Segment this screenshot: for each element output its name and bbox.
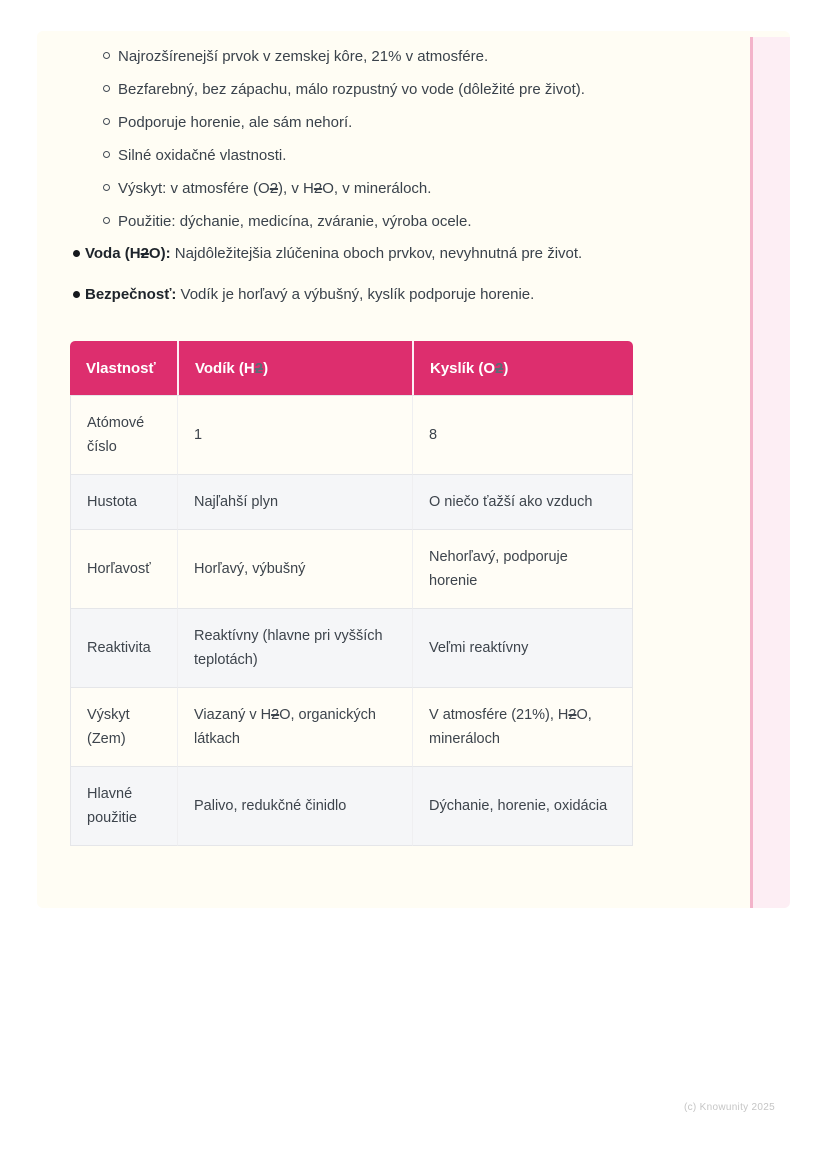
text-segment: Vodík je horľavý a výbušný, kyslík podporuje horenie.: [176, 286, 535, 303]
table-row: [70, 474, 633, 529]
text-segment: V atmosfére (21%), H: [429, 707, 569, 723]
text-segment: Nehorľavý, podporuje horenie: [429, 549, 568, 589]
text-segment: Hustota: [87, 494, 137, 510]
text-segment: Palivo, redukčné činidlo: [194, 798, 347, 814]
text-segment: Voda (H: [85, 245, 141, 262]
text-segment: Bezpečnosť:: [85, 286, 177, 303]
text-segment: Bezfarebný, bez zápachu, málo rozpustný vo vode (dôležité pre život).: [118, 81, 585, 98]
sub-bullet-item: [103, 79, 730, 100]
table-cell: [412, 474, 633, 529]
text-segment: 8: [429, 427, 438, 443]
table-header-row: [70, 341, 633, 395]
table-cell: [412, 529, 633, 608]
text-segment: O):: [148, 245, 171, 262]
sub-bullet-item: [103, 178, 730, 199]
table-row: [70, 766, 633, 846]
row-label-cell: [70, 395, 177, 474]
table-cell: [177, 608, 412, 687]
sub-bullet-item: [103, 211, 730, 232]
main-bullet-list: [73, 243, 730, 325]
text-segment: 1: [194, 427, 203, 443]
bullet-text: [118, 46, 488, 67]
row-label-cell: [70, 687, 177, 766]
bullet-text: [118, 79, 585, 100]
circle-bullet-icon: [103, 151, 110, 158]
circle-bullet-icon: [103, 52, 110, 59]
table-cell: [177, 395, 412, 474]
properties-comparison-table: [70, 341, 633, 846]
text-segment: Najľahší plyn: [194, 494, 279, 510]
table-row: [70, 608, 633, 687]
table-cell: [177, 687, 412, 766]
text-segment: O niečo ťažší ako vzduch: [429, 494, 593, 510]
text-segment: O, v mineráloch.: [322, 180, 432, 197]
text-segment: Atómové číslo: [87, 415, 145, 455]
struck-subscript-text: 2: [495, 359, 504, 377]
bullet-text: [118, 211, 472, 232]
table-cell: [412, 608, 633, 687]
struck-subscript-text: 2: [568, 707, 577, 723]
table-header-cell: [70, 341, 177, 395]
text-segment: O, organických látkach: [194, 707, 376, 747]
table-row: [70, 395, 633, 474]
text-segment: Najdôležitejšia zlúčenina oboch prvkov, nevyhnutná pre život.: [170, 245, 583, 262]
struck-subscript-text: 2: [313, 180, 323, 197]
text-segment: Kyslík (O: [430, 359, 496, 377]
row-label-cell: [70, 529, 177, 608]
circle-bullet-icon: [103, 217, 110, 224]
main-bullet-item: [73, 284, 730, 305]
table-cell: [412, 766, 633, 846]
disc-bullet-icon: [73, 291, 80, 298]
main-bullet-item: [73, 243, 730, 264]
table-header-cell: [177, 341, 412, 395]
text-segment: Horľavosť: [87, 561, 151, 577]
sub-bullet-item: [103, 145, 730, 166]
struck-subscript-text: 2: [269, 180, 279, 197]
bullet-text: [118, 178, 431, 199]
text-segment: Silné oxidačné vlastnosti.: [118, 147, 287, 164]
text-segment: Reaktivita: [87, 640, 151, 656]
text-segment: Vodík (H: [195, 359, 255, 377]
circle-bullet-icon: [103, 118, 110, 125]
text-segment: Vlastnosť: [86, 359, 156, 377]
text-segment: Reaktívny (hlavne pri vyšších teplotách): [194, 628, 383, 668]
circle-bullet-icon: [103, 85, 110, 92]
text-segment: Výskyt (Zem): [87, 707, 130, 747]
table-cell: [177, 474, 412, 529]
table-cell: [177, 529, 412, 608]
pink-margin-stripe: [750, 37, 790, 908]
table-cell: [412, 395, 633, 474]
row-label-cell: [70, 474, 177, 529]
text-segment: Dýchanie, horenie, oxidácia: [429, 798, 608, 814]
text-segment: ), v H: [278, 180, 314, 197]
bullet-text: [118, 112, 352, 133]
struck-subscript-text: 2: [254, 359, 264, 377]
text-segment: Najrozšírenejší prvok v zemskej kôre, 21% v atmosfére.: [118, 48, 489, 65]
table-row: [70, 687, 633, 766]
struck-subscript-text: 2: [140, 245, 149, 262]
text-segment: Viazaný v H: [194, 707, 272, 723]
sub-bullet-item: [103, 46, 730, 67]
sub-bullet-item: [103, 112, 730, 133]
text-segment: O, mineráloch: [429, 707, 592, 747]
table-header-cell: [412, 341, 633, 395]
row-label-cell: [70, 766, 177, 846]
sub-bullet-list: [103, 46, 730, 244]
bullet-text: [118, 145, 286, 166]
disc-bullet-icon: [73, 250, 80, 257]
text-segment: ): [503, 359, 509, 377]
text-segment: Použitie: dýchanie, medicína, zváranie, výroba ocele.: [118, 213, 472, 230]
text-segment: ): [263, 359, 269, 377]
table-row: [70, 529, 633, 608]
text-segment: Podporuje horenie, ale sám nehorí.: [118, 114, 353, 131]
text-segment: Hlavné použitie: [87, 786, 137, 826]
note-page-card: [37, 31, 790, 908]
circle-bullet-icon: [103, 184, 110, 191]
text-segment: Veľmi reaktívny: [429, 640, 529, 656]
table-cell: [177, 766, 412, 846]
table-cell: [412, 687, 633, 766]
copyright-footer: (c) Knowunity 2025: [683, 1102, 775, 1113]
struck-subscript-text: 2: [271, 707, 280, 723]
bullet-text: [85, 243, 582, 264]
row-label-cell: [70, 608, 177, 687]
text-segment: Výskyt: v atmosfére (O: [118, 180, 270, 197]
text-segment: Horľavý, výbušný: [194, 561, 306, 577]
bullet-text: [85, 284, 534, 305]
